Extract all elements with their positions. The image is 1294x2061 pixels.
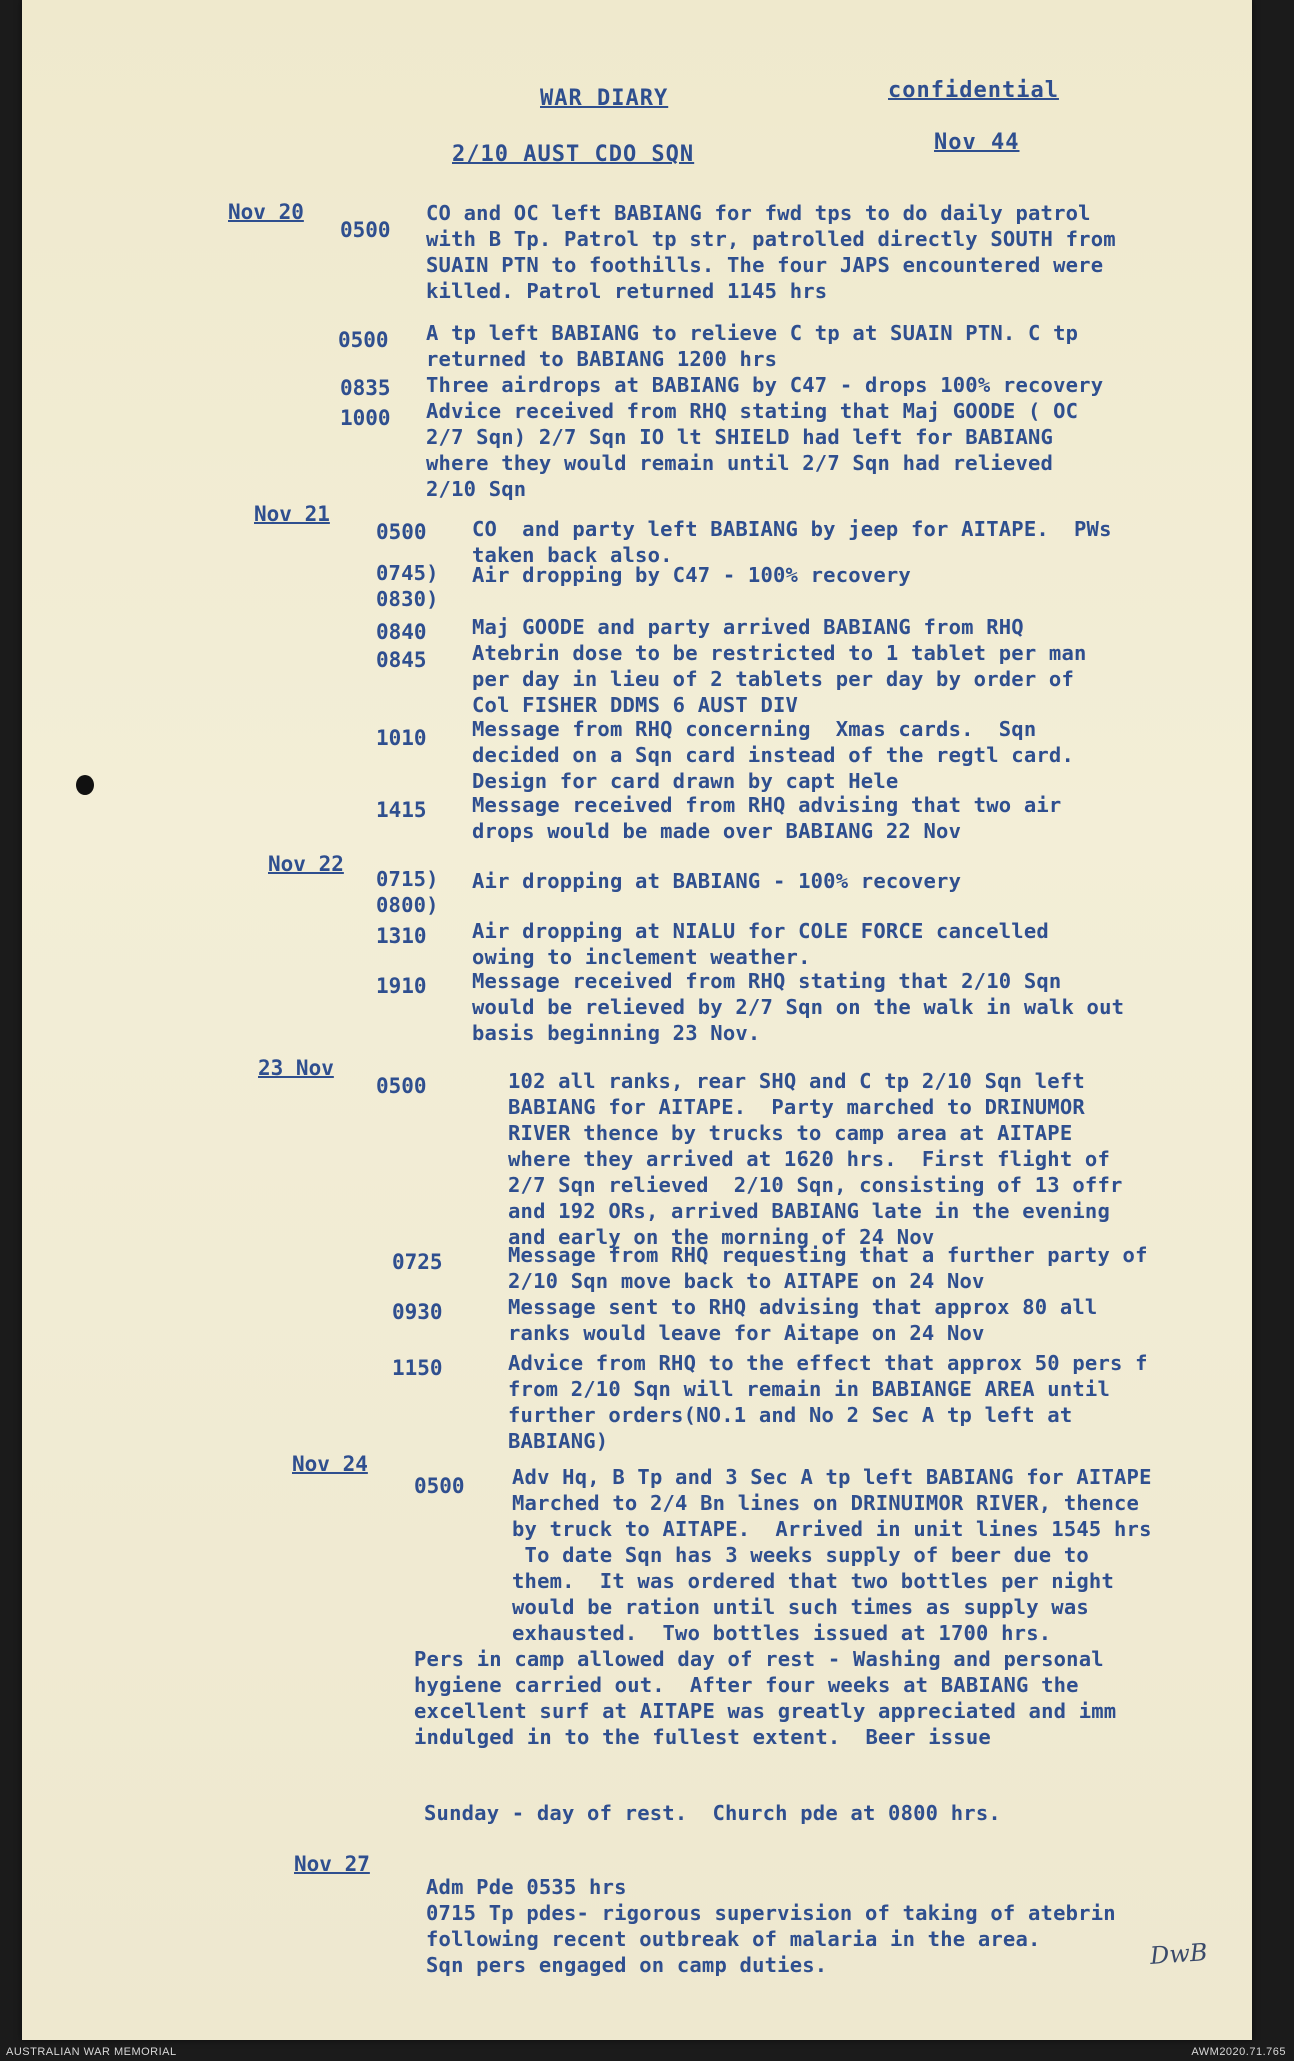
entry-text: Air dropping at BABIANG - 100% recovery [472, 869, 962, 893]
entry-date: Nov 20 [228, 200, 304, 224]
entry-time: 0835 [340, 376, 391, 400]
handwritten-initials: DwB [1149, 1938, 1209, 1970]
entry-text: Message from RHQ concerning Xmas cards. Sqn decided on a Sqn card instead of the regtl card. Design for card drawn by capt Hele [472, 717, 1075, 793]
entry-text: Message from RHQ requesting that a further party of 2/10 Sqn move back to AITAPE on 24 Nov [508, 1243, 1148, 1293]
entry-date: Nov 27 [294, 1852, 370, 1876]
entry-text: Atebrin dose to be restricted to 1 tablet per man per day in lieu of 2 tablets per day by order of Col FISHER DDMS 6 AUST DIV [472, 641, 1087, 717]
entry-date: 23 Nov [258, 1056, 334, 1080]
entry-date: Nov 24 [292, 1452, 368, 1476]
entry-time: 0500 [340, 218, 391, 242]
entry-time: 1010 [376, 726, 427, 750]
entry-text: Maj GOODE and party arrived BABIANG from RHQ [472, 615, 1024, 639]
entry-text: Pers in camp allowed day of rest - Washing and personal hygiene carried out. After four weeks at BABIANG the excellent surf at AITAPE was greatly appreciated and imm indulged in to the fullest extent. Beer issue [414, 1647, 1117, 1749]
entry-text: Message received from RHQ stating that 2/10 Sqn would be relieved by 2/7 Sqn on the walk in walk out basis beginning 23 Nov. [472, 969, 1125, 1045]
classification-label: confidential [888, 78, 1059, 103]
entry-text: Adv Hq, B Tp and 3 Sec A tp left BABIANG for AITAPE Marched to 2/4 Bn lines on DRINUIMOR RIVER, thence by truck to AITAPE. Arrived in unit lines 1545 hrs To date Sqn has 3 weeks supply of beer due to them. It was ordered that two bottles per night would be ration until such times as supply was exhausted. Two bottles issued at 1700 hrs. [512, 1465, 1152, 1645]
diary-page [22, 0, 1252, 2040]
entry-text: Adm Pde 0535 hrs 0715 Tp pdes- rigorous supervision of taking of atebrin following recent outbreak of malaria in the area. Sqn pers engaged on camp duties. [426, 1875, 1116, 1977]
entry-time: 0745) 0830) [376, 561, 439, 611]
unit-name: 2/10 AUST CDO SQN [452, 142, 695, 167]
entry-time: 0840 [376, 620, 427, 644]
entry-time: 1415 [376, 798, 427, 822]
entry-text: Sunday - day of rest. Church pde at 0800 hrs. [424, 1801, 1001, 1825]
entry-text: Air dropping at NIALU for COLE FORCE cancelled owing to inclement weather. [472, 919, 1049, 969]
entry-time: 0500 [376, 520, 427, 544]
entry-text: A tp left BABIANG to relieve C tp at SUAIN PTN. C tp returned to BABIANG 1200 hrs [426, 321, 1079, 371]
entry-date: Nov 22 [268, 852, 344, 876]
diary-title: WAR DIARY [540, 86, 669, 111]
entry-text: Air dropping by C47 - 100% recovery [472, 563, 911, 587]
entry-text: Message received from RHQ advising that two air drops would be made over BABIANG 22 Nov [472, 793, 1062, 843]
entry-text: Advice from RHQ to the effect that approx 50 pers f from 2/10 Sqn will remain in BABIANGE AREA until further orders(NO.1 and No 2 Sec A tp left at BABIANG) [508, 1351, 1148, 1453]
entry-text: 102 all ranks, rear SHQ and C tp 2/10 Sqn left BABIANG for AITAPE. Party marched to DRINUMOR RIVER thence by trucks to camp area at AITAPE where they arrived at 1620 hrs. First flight of 2/7 Sqn relieved 2/10 Sqn, consisting of 13 offr and 192 ORs, arrived BABIANG late in the evening and early on the morning of 24 Nov [508, 1069, 1123, 1249]
entry-date: Nov 21 [254, 502, 330, 526]
entry-text: Advice received from RHQ stating that Maj GOODE ( OC 2/7 Sqn) 2/7 Sqn IO lt SHIELD had left for BABIANG where they would remain until 2/7 Sqn had relieved 2/10 Sqn [426, 399, 1079, 501]
entry-text: CO and party left BABIANG by jeep for AITAPE. PWs taken back also. [472, 517, 1112, 567]
entry-time: 0930 [392, 1300, 443, 1324]
entry-text: CO and OC left BABIANG for fwd tps to do daily patrol with B Tp. Patrol tp str, patrolled directly SOUTH from SUAIN PTN to foothills. The four JAPS encountered were killed. Patrol returned 1145 hrs [426, 201, 1116, 303]
entry-time: 0845 [376, 648, 427, 672]
entry-time: 0715) 0800) [376, 867, 439, 917]
entry-time: 0500 [376, 1074, 427, 1098]
entry-time: 1000 [340, 406, 391, 430]
entry-text: Three airdrops at BABIANG by C47 - drops 100% recovery [426, 373, 1104, 397]
archive-reference: AWM2020.71.765 [1191, 2046, 1286, 2058]
punch-hole [76, 775, 94, 795]
entry-time: 1910 [376, 974, 427, 998]
archive-credit: AUSTRALIAN WAR MEMORIAL [6, 2046, 177, 2058]
diary-period: Nov 44 [934, 130, 1020, 155]
entry-time: 1150 [392, 1356, 443, 1380]
entry-text: Message sent to RHQ advising that approx 80 all ranks would leave for Aitape on 24 Nov [508, 1295, 1098, 1345]
entry-time: 0500 [414, 1474, 465, 1498]
entry-time: 1310 [376, 924, 427, 948]
entry-time: 0500 [338, 328, 389, 352]
entry-time: 0725 [392, 1250, 443, 1274]
